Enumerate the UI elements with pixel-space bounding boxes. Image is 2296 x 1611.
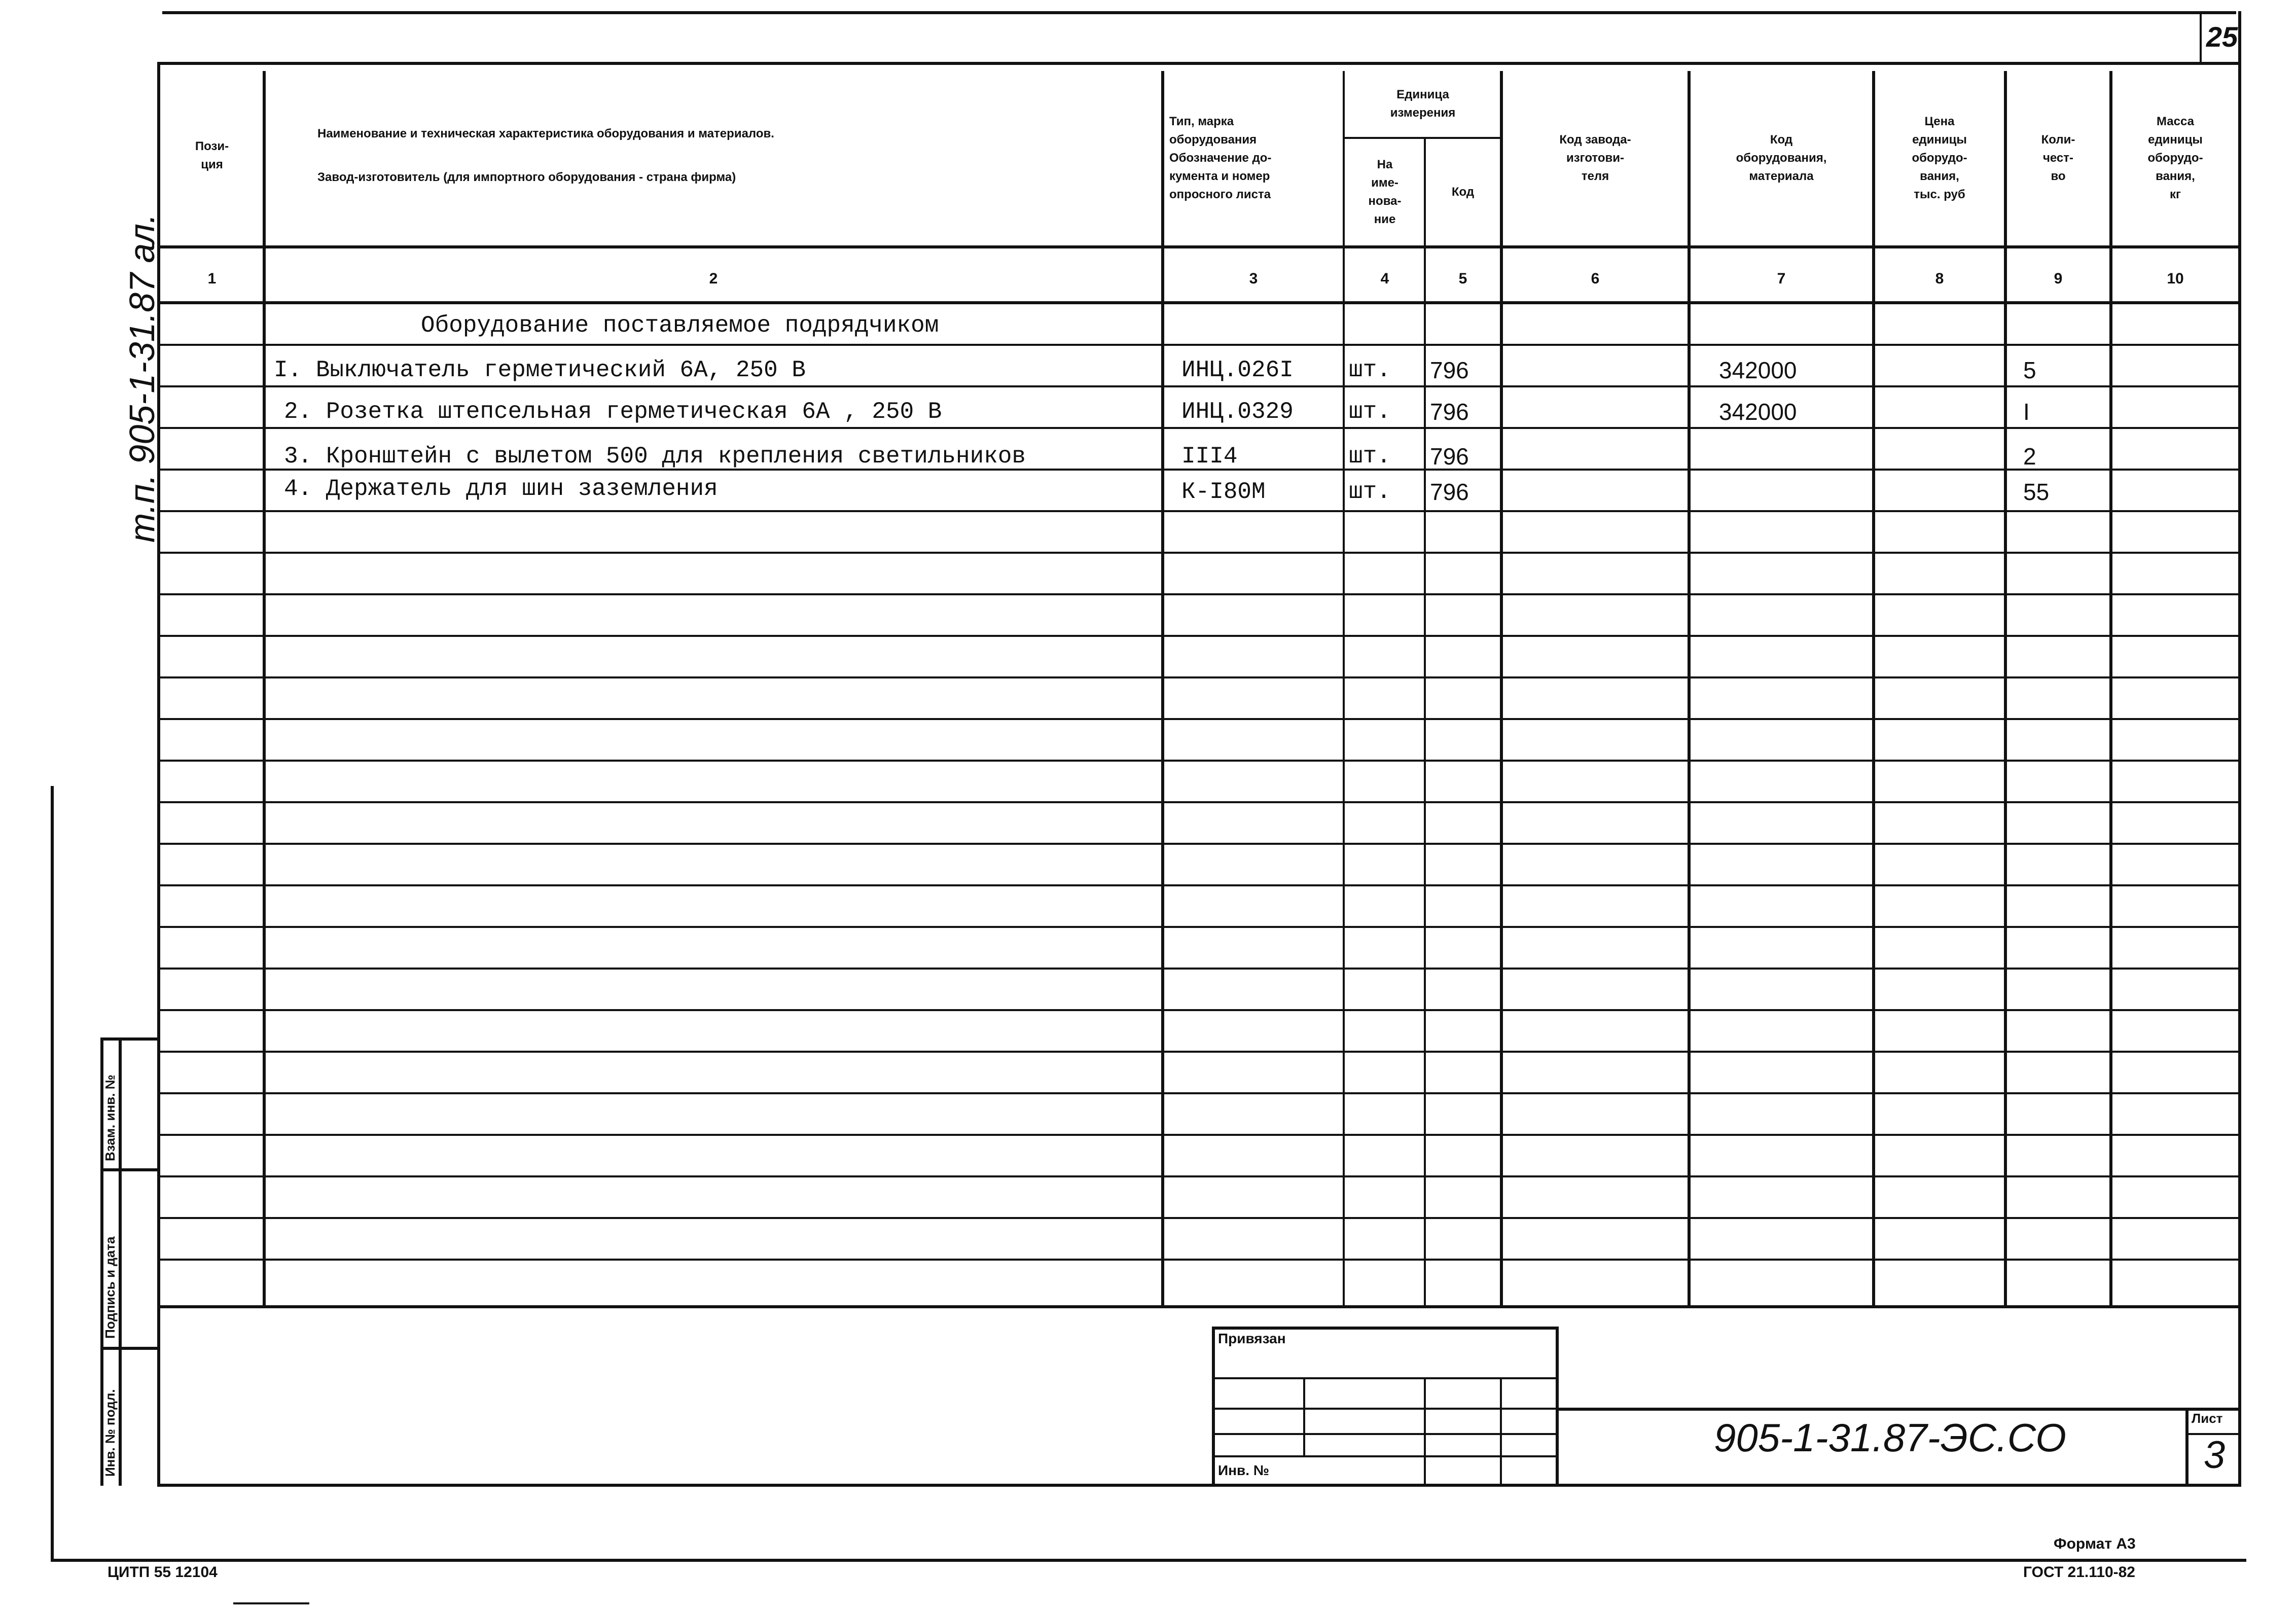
stamp-left (1212, 1327, 1215, 1485)
stamp-col-3 (1500, 1377, 1502, 1485)
stamp-privyazan: Привязан (1218, 1331, 1286, 1346)
outer-bottom-rule (51, 1559, 2246, 1562)
left-strip-podpis: Подпись и дата (102, 1236, 118, 1339)
row-name: 4. Держатель для шин заземления (284, 476, 718, 502)
stamp-right (1556, 1327, 1559, 1485)
stamp-line-3 (1212, 1433, 1557, 1435)
col-sep-5 (1500, 71, 1503, 1308)
row-unit-code: 796 (1430, 443, 1469, 470)
header-type: Тип, марка оборудования Обозначение до- кумента и номер опросного листа (1169, 115, 1272, 201)
row-quantity: 2 (2023, 443, 2036, 470)
header-bottom (157, 245, 2241, 248)
section-title: Оборудование поставляемое подрядчиком (421, 312, 939, 339)
column-number-2: 2 (709, 270, 718, 287)
column-number-9: 9 (2054, 270, 2063, 287)
footer-left: ЦИТП 55 12104 (107, 1564, 218, 1581)
row-unit-code: 796 (1430, 357, 1469, 383)
header-unit-code: Код (1451, 185, 1475, 199)
side-annotation: т.п. 905-1-31.87 ал. (122, 213, 162, 543)
footer-format: Формат А3 (2054, 1535, 2136, 1552)
row-name: I. Выключатель герметический 6А, 250 В (274, 357, 806, 383)
col-sep-3 (1343, 71, 1345, 1308)
row-type: ИНЦ.0329 (1181, 399, 1294, 425)
column-number-10: 10 (2167, 270, 2184, 287)
row-name: 3. Кронштейн с вылетом 500 для крепления светильников (284, 443, 1026, 470)
sheet-box-left (2185, 1408, 2189, 1485)
column-number-7: 7 (1777, 270, 1786, 287)
stamp-inv-no: Инв. № (1218, 1462, 1270, 1478)
left-strip-line-1 (100, 1168, 157, 1171)
col-sep-6 (1688, 71, 1691, 1308)
header-equipment-code: Код оборудования, материала (1736, 133, 1827, 183)
left-strip-vzam: Взам. инв. № (102, 1075, 118, 1161)
column-number-4: 4 (1380, 270, 1389, 287)
header-mass: Масса единицы оборудо- вания, кг (2147, 115, 2203, 201)
header-quantity: Коли- чест- во (2041, 133, 2075, 183)
stamp-line-1 (1212, 1377, 1557, 1379)
row-unit: шт. (1349, 399, 1391, 425)
sheet-corner-number: 25 (2206, 21, 2238, 53)
row-unit-code: 796 (1430, 479, 1469, 505)
row-quantity: 55 (2023, 479, 2050, 505)
left-strip-divider (119, 1037, 122, 1486)
stamp-col-2 (1424, 1377, 1426, 1485)
header-unit-name: На име- нова- ние (1368, 158, 1402, 226)
outer-left-rule (51, 786, 54, 1562)
header-price: Цена единицы оборудо- вания, тыс. руб (1912, 115, 1967, 201)
header-position: Пози- ция (195, 139, 229, 171)
footer-gost: ГОСТ 21.110-82 (2023, 1564, 2135, 1581)
footer-underline (233, 1602, 309, 1604)
row-type: ИНЦ.026I (1181, 357, 1294, 383)
header-name: Наименование и техническая характеристика оборудования и материалов. Завод-изготовитель (для импортного оборудования - страна фирма) (317, 127, 774, 184)
row-unit: шт. (1349, 479, 1391, 505)
row-unit-code: 796 (1430, 399, 1469, 425)
colnum-bottom (157, 301, 2241, 304)
row-type: К-I80М (1181, 479, 1266, 505)
column-number-8: 8 (1935, 270, 1944, 287)
col-sep-4 (1424, 137, 1426, 1308)
column-number-1: 1 (207, 270, 217, 287)
left-strip-line-2 (100, 1347, 157, 1350)
header-plant-code: Код завода- изготови- теля (1559, 133, 1631, 183)
column-number-3: 3 (1249, 270, 1258, 287)
stamp-top (1212, 1327, 1557, 1330)
column-number-6: 6 (1591, 270, 1600, 287)
top-rule (162, 11, 2236, 14)
row-quantity: 5 (2023, 357, 2036, 383)
row-unit: шт. (1349, 443, 1391, 470)
document-code: 905-1-31.87-ЭС.СО (1714, 1415, 2066, 1460)
row-equipment-code: 342000 (1719, 357, 1797, 383)
frame-right-border (2238, 11, 2241, 1487)
row-type: III4 (1181, 443, 1238, 470)
col-sep-2 (1161, 71, 1164, 1308)
row-quantity: I (2023, 399, 2030, 425)
table-top-border (157, 62, 2241, 65)
stamp-line-4 (1212, 1455, 1557, 1457)
corner-box-left (2200, 11, 2202, 62)
left-strip-top (100, 1037, 157, 1041)
stamp-col-1 (1303, 1377, 1305, 1455)
col-sep-8 (2004, 71, 2007, 1308)
row-unit: шт. (1349, 357, 1391, 383)
column-number-5: 5 (1458, 270, 1467, 287)
col-sep-1 (263, 71, 266, 1308)
frame-bottom-border (157, 1484, 2241, 1487)
row-equipment-code: 342000 (1719, 399, 1797, 425)
title-block-top (1556, 1408, 2240, 1411)
col-sep-7 (1872, 71, 1875, 1308)
left-strip-inv-podl: Инв. № подл. (102, 1389, 118, 1477)
header-unit: Единица измерения (1390, 88, 1456, 120)
col-sep-9 (2109, 71, 2112, 1308)
sheet-label: Лист (2192, 1411, 2223, 1426)
sheet-number: 3 (2203, 1434, 2226, 1477)
row-name: 2. Розетка штепсельная герметическая 6А , 250 В (284, 399, 942, 425)
stamp-line-2 (1212, 1408, 1557, 1410)
